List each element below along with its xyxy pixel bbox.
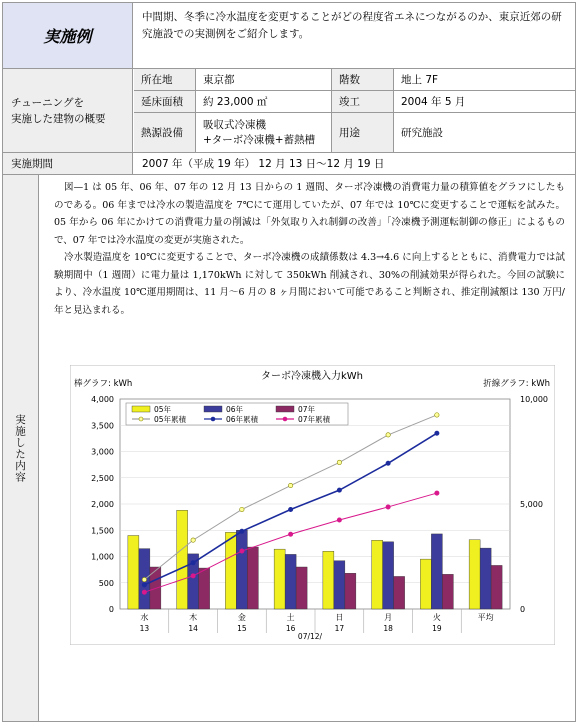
chart-right-axis-title: 折線グラフ: kWh [483, 379, 550, 389]
area-label: 延床面積 [134, 91, 196, 113]
y-tick-label: 500 [98, 578, 114, 588]
point-06年累積-土 [288, 507, 292, 511]
point-06年累積-水 [142, 583, 146, 587]
x-tick-label: 金 [237, 613, 246, 622]
x-tick-label: 月 [384, 613, 393, 622]
x-date-label: 16 [285, 624, 296, 633]
location-value: 東京都 [196, 69, 332, 91]
x-tick-label: 土 [286, 613, 295, 622]
bar-05年-金 [225, 532, 236, 609]
point-05年累積-火 [435, 413, 439, 417]
y-tick-label: 3,500 [91, 421, 114, 431]
y-tick-label: 3,000 [91, 447, 114, 457]
x-date-label: 15 [237, 624, 247, 633]
point-05年累積-日 [337, 460, 341, 464]
legend-marker-07年累積 [283, 417, 287, 421]
heat-value-line2: +ターボ冷凍機+蓄熱槽 [203, 133, 316, 146]
legend-swatch-05年 [132, 406, 150, 412]
heat-label: 熱源設備 [134, 113, 196, 152]
point-07年累積-金 [240, 549, 244, 553]
bar-06年-土 [285, 554, 296, 609]
point-05年累積-土 [288, 483, 292, 487]
bar-07年-金 [247, 547, 258, 609]
use-label: 用途 [332, 113, 394, 152]
bar-07年-日 [345, 573, 356, 609]
point-06年累積-月 [386, 461, 390, 465]
completion-value: 2004 年 5 月 [394, 91, 575, 113]
bar-06年-火 [431, 534, 442, 609]
location-label: 所在地 [134, 69, 196, 91]
point-06年累積-木 [191, 561, 195, 565]
bar-06年-金 [236, 530, 247, 609]
heat-value-line1: 吸収式冷凍機 [203, 118, 266, 131]
bar-06年-平均 [480, 548, 491, 609]
point-07年累積-火 [435, 491, 439, 495]
example-title: 実施例 [43, 27, 92, 46]
y-tick-label: 4,000 [91, 395, 114, 404]
x-date-label: 19 [432, 624, 442, 633]
point-05年累積-金 [240, 507, 244, 511]
legend-label-06年累積: 06年累積 [226, 415, 259, 424]
bar-05年-水 [128, 536, 139, 610]
area-value: 約 23,000 ㎡ [196, 91, 332, 113]
power-chart [70, 365, 555, 645]
point-05年累積-月 [386, 433, 390, 437]
y2-tick-label: 10,000 [520, 395, 548, 404]
document-page [2, 2, 576, 722]
use-value: 研究施設 [401, 127, 443, 139]
completion-label: 竣工 [332, 91, 394, 113]
legend-marker-05年累積 [139, 417, 143, 421]
content-label: 実施した内容 [14, 413, 26, 483]
point-06年累積-金 [240, 529, 244, 533]
point-07年累積-日 [337, 518, 341, 522]
content-label-cell [3, 175, 39, 721]
legend-label-07年累積: 07年累積 [298, 415, 331, 424]
chart-title: ターボ冷凍機入力kWh [260, 371, 364, 382]
period-row [3, 153, 575, 175]
building-label [3, 69, 133, 152]
bar-07年-土 [296, 567, 307, 609]
bar-06年-月 [383, 542, 394, 609]
legend-swatch-06年 [204, 406, 222, 412]
x-date-label: 18 [383, 624, 393, 633]
period-label: 実施期間 [3, 153, 133, 174]
x-tick-label: 平均 [477, 613, 494, 622]
point-05年累積-水 [142, 577, 146, 581]
bar-07年-火 [442, 574, 453, 609]
point-07年累積-水 [142, 590, 146, 594]
bar-07年-平均 [491, 565, 502, 609]
bar-07年-月 [394, 576, 405, 609]
chart-left-axis-title: 棒グラフ: kWh [74, 379, 133, 389]
legend-swatch-07年 [276, 406, 294, 412]
bar-05年-火 [420, 559, 431, 609]
y-tick-label: 0 [108, 605, 114, 614]
x-tick-label: 木 [189, 613, 198, 622]
bar-06年-日 [334, 561, 345, 609]
x-tick-label: 日 [335, 613, 344, 622]
y-tick-label: 1,500 [91, 526, 114, 536]
bar-05年-土 [274, 549, 285, 609]
building-grid [134, 69, 575, 152]
period-value: 2007 年（平成 19 年） 12 月 13 日〜12 月 19 日 [142, 158, 385, 170]
y2-tick-label: 0 [520, 605, 526, 614]
building-label-line1: チューニングを [11, 96, 84, 109]
content-body [40, 175, 575, 721]
chart-x-footer: 07/12/ [297, 632, 323, 641]
point-07年累積-木 [191, 574, 195, 578]
y-tick-label: 1,000 [91, 552, 114, 562]
point-07年累積-月 [386, 505, 390, 509]
legend-label-07年: 07年 [298, 405, 316, 414]
point-06年累積-火 [435, 431, 439, 435]
bar-05年-月 [372, 540, 383, 609]
point-07年累積-土 [288, 532, 292, 536]
legend-label-05年: 05年 [154, 405, 172, 414]
y-tick-label: 2,000 [91, 500, 114, 509]
intro-text: 中間期、冬季に冷水温度を変更することがどの程度省エネにつながるのか、東京近郊の研究施設での実測例をご紹介します。 [142, 11, 562, 40]
floors-value: 地上 7F [394, 69, 575, 91]
heat-value [196, 113, 332, 152]
legend-label-06年: 06年 [226, 405, 244, 414]
bar-05年-日 [323, 551, 334, 609]
legend-marker-06年累積 [211, 417, 215, 421]
x-date-label: 14 [188, 624, 198, 633]
content-paragraph-2: 冷水製造温度を 10℃に変更することで、ターボ冷凍機の成績係数は 4.3→4.6 に向上するとともに、消費電力では試験期間中（1 週間）に電力量は 1,170kWh に対して 350kWh 削減され、30%の削減効果が得られた。今回の試験により、冷水温度 10℃運用期間は、11 月〜6 月の 8 ヶ月間において可能であること判断され、推定削減額は 130 万円/年と見込まれる。 [54, 252, 565, 316]
point-05年累積-木 [191, 538, 195, 542]
bar-05年-平均 [469, 540, 480, 609]
bar-05年-木 [177, 510, 188, 609]
y2-tick-label: 5,000 [520, 500, 543, 509]
point-06年累積-日 [337, 488, 341, 492]
x-date-label: 17 [334, 624, 345, 633]
content-paragraph-1: 図—1 は 05 年、06 年、07 年の 12 月 13 日からの 1 週間、ターボ冷凍機の消費電力量の積算値をグラフにしたものである。06 年までは冷水の製造温度を 7℃にて運用していたが、07 年では 10℃に変更することで運転を試みた。05 年から 06 年にかけての消費電力量の削減は「外気取り入れ制御の改善」「冷凍機予測運転制御の修正」によるもので、07 年では冷水温度の変更が実施された。 [54, 182, 565, 246]
x-tick-label: 火 [432, 613, 441, 622]
legend-label-05年累積: 05年累積 [154, 415, 187, 424]
building-row [3, 69, 575, 153]
x-date-label: 13 [139, 624, 150, 633]
example-row [3, 3, 575, 69]
building-label-line2: 実施した建物の概要 [11, 112, 106, 125]
example-heading-cell [3, 3, 133, 68]
floors-label: 階数 [332, 69, 394, 91]
x-tick-label: 水 [140, 613, 149, 622]
bar-07年-木 [199, 568, 210, 609]
y-tick-label: 2,500 [91, 473, 114, 483]
content-row [3, 175, 575, 721]
